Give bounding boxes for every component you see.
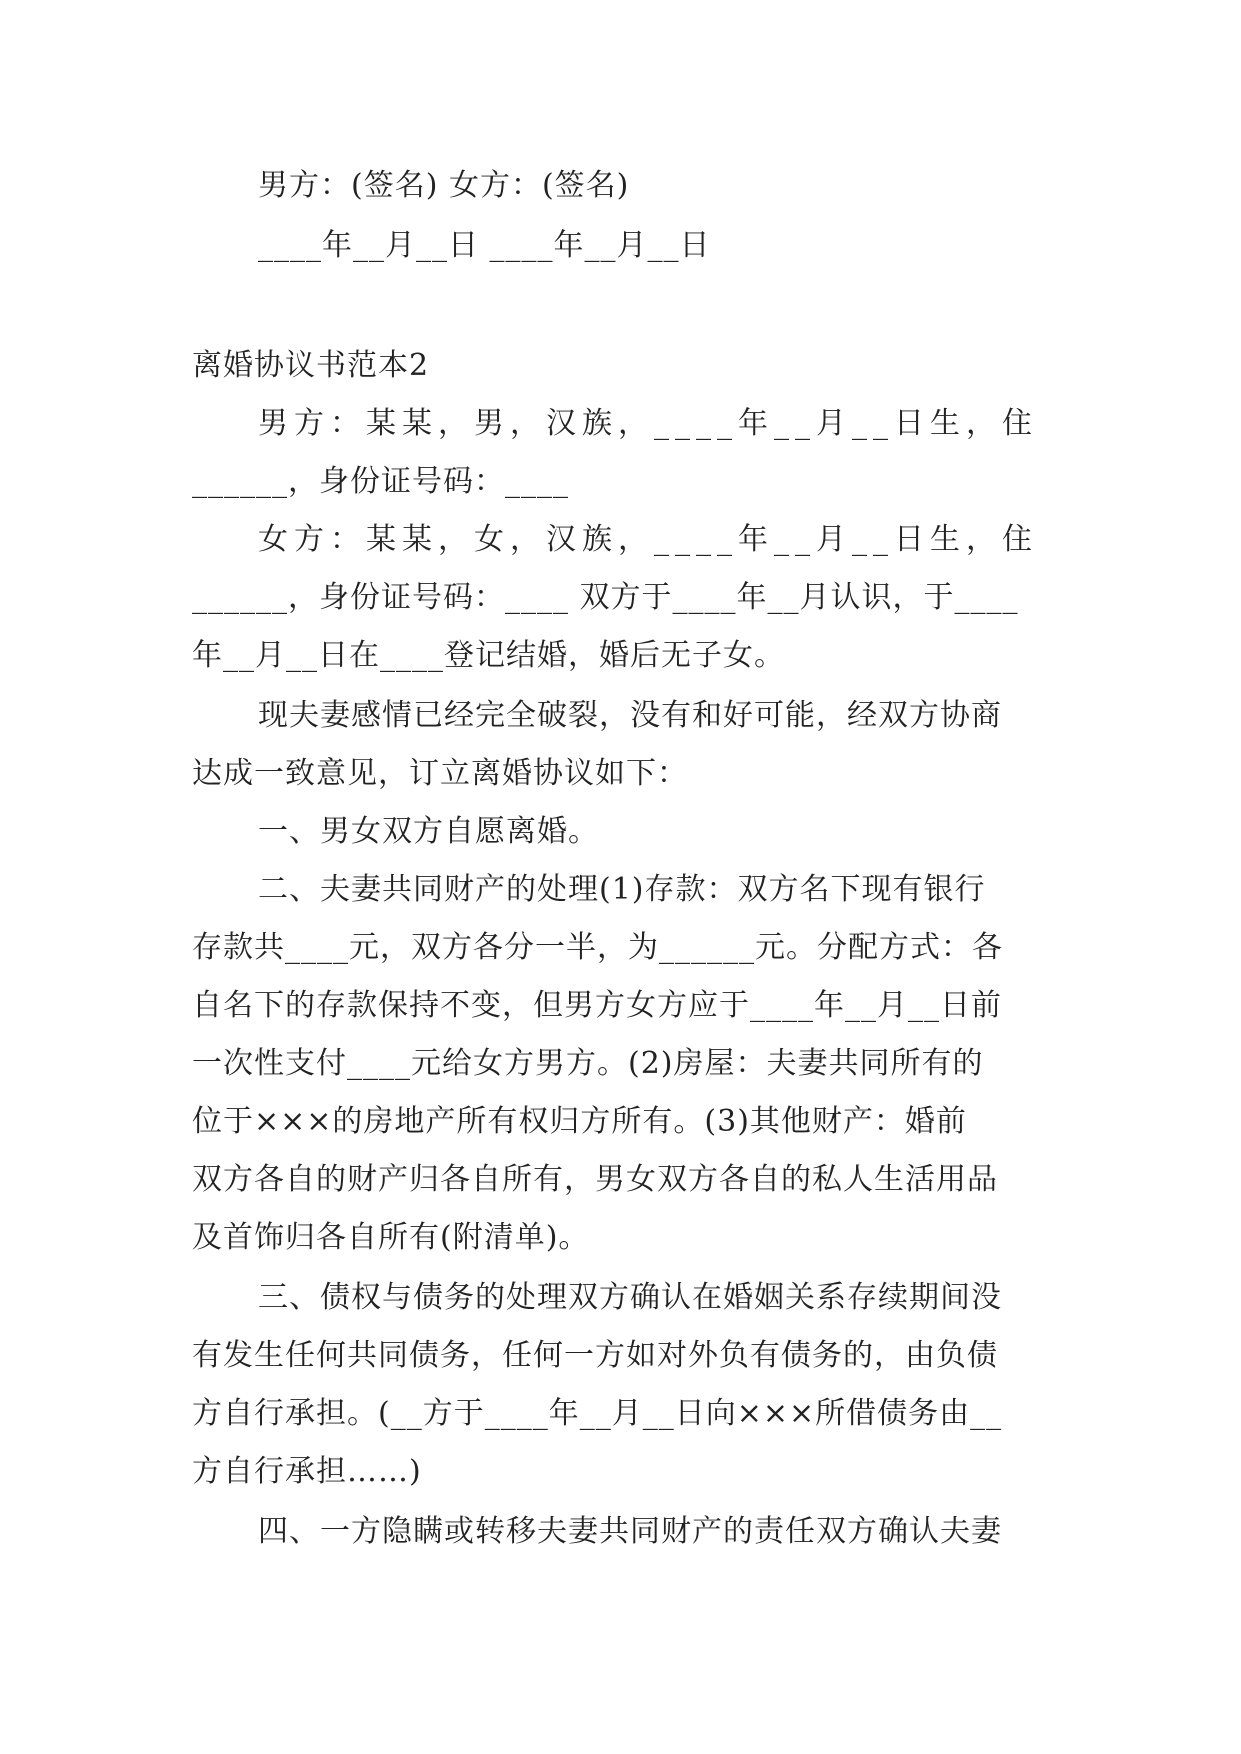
paragraph-line: ______，身份证号码：____ 双方于____年__月认识，于____ — [192, 580, 1019, 615]
clause-line: 方自行承担……) — [192, 1454, 422, 1489]
clause-line: 一、男女双方自愿离婚。 — [258, 814, 599, 849]
clause-line: 有发生任何共同债务，任何一方如对外负有债务的，由负债 — [192, 1338, 998, 1373]
clause-line: 位于×××的房地产所有权归方所有。(3)其他财产：婚前 — [192, 1104, 967, 1139]
signature-date-line: ____年__月__日 ____年__月__日 — [258, 228, 711, 263]
clause-line: 一次性支付____元给女方男方。(2)房屋：夫妻共同所有的 — [192, 1046, 984, 1081]
clause-line: 及首饰归各自所有(附清单)。 — [192, 1220, 590, 1255]
paragraph-line: ______，身份证号码：____ — [192, 464, 569, 499]
paragraph-line: 女方：某某，女，汉族，____年__月__日生，住 — [258, 522, 1038, 557]
clause-line: 自名下的存款保持不变，但男方女方应于____年__月__日前 — [192, 988, 1002, 1023]
signature-line: 男方：(签名) 女方：(签名) — [258, 168, 630, 203]
clause-line: 存款共____元，双方各分一半，为______元。分配方式：各 — [192, 930, 1003, 965]
paragraph-line: 达成一致意见，订立离婚协议如下： — [192, 756, 688, 791]
paragraph-line: 年__月__日在____登记结婚，婚后无子女。 — [192, 638, 785, 673]
clause-line: 三、债权与债务的处理双方确认在婚姻关系存续期间没 — [258, 1280, 1002, 1315]
clause-line: 二、夫妻共同财产的处理(1)存款：双方名下现有银行 — [258, 872, 986, 907]
clause-line: 双方各自的财产归各自所有，男女双方各自的私人生活用品 — [192, 1162, 998, 1197]
clause-line: 方自行承担。(__方于____年__月__日向×××所借债务由__ — [192, 1396, 1003, 1431]
clause-line: 四、一方隐瞒或转移夫妻共同财产的责任双方确认夫妻 — [258, 1514, 1002, 1549]
paragraph-line: 男方：某某，男，汉族，____年__月__日生，住 — [258, 406, 1038, 441]
section-title: 离婚协议书范本2 — [192, 348, 430, 383]
paragraph-line: 现夫妻感情已经完全破裂，没有和好可能，经双方协商 — [258, 698, 1002, 733]
